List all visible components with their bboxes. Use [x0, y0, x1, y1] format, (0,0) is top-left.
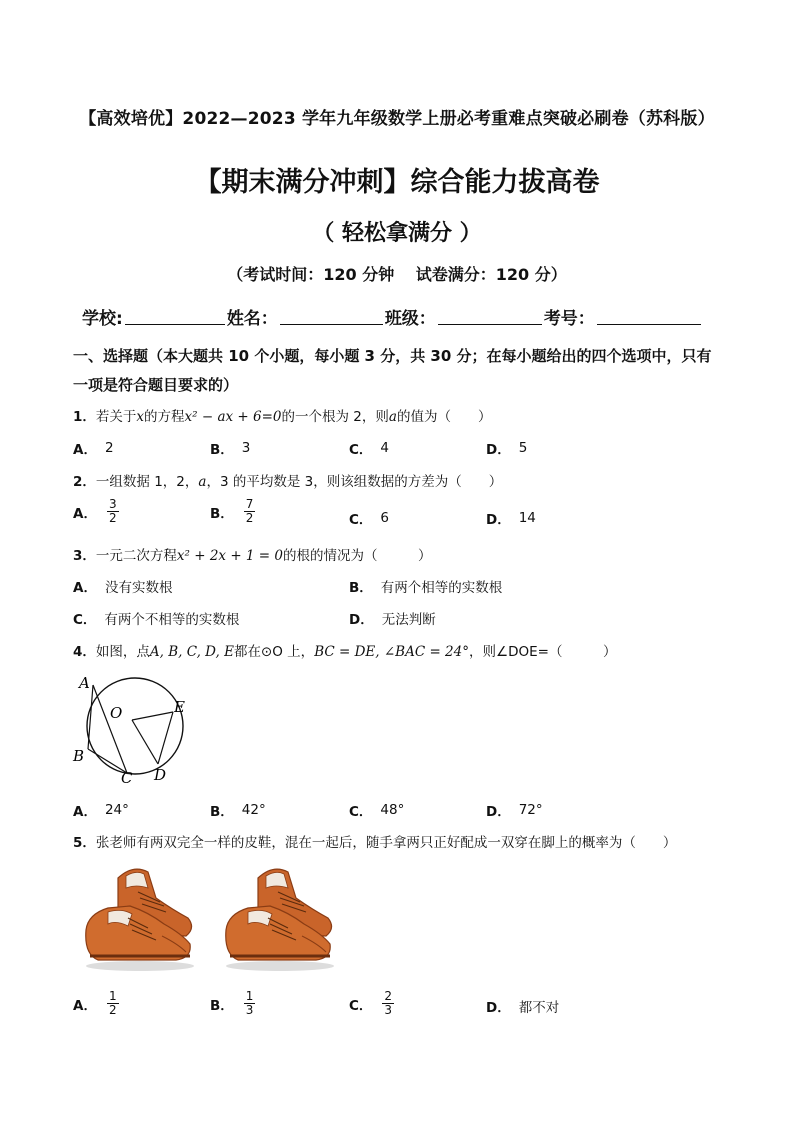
segment-od — [132, 720, 158, 764]
label-b: B — [73, 747, 85, 765]
option-5a[interactable]: A． $\frac{1}{2}$ — [73, 989, 117, 1017]
option-5d[interactable]: D． 都不对 — [486, 1000, 560, 1016]
shoes-pair-2-image — [218, 858, 343, 973]
class-field[interactable] — [385, 304, 544, 329]
option-4a[interactable]: A． 24° — [73, 802, 129, 820]
option-1d[interactable]: D． 5 — [486, 440, 528, 458]
question-2: 2．一组数据 1，2，a，3 的平均数是 3，则该组数据的方差为（ ） — [73, 474, 503, 490]
equation: x² − ax + 6=0 — [184, 409, 282, 425]
section-heading: 一、选择题（本大题共 10 个小题，每小题 3 分，共 30 分；在每小题给出的四个选项中，只有一项是符合题目要求的） — [73, 347, 712, 394]
question-number: 1． — [73, 409, 96, 425]
option-3c[interactable]: C． 有两个不相等的实数根 — [73, 612, 240, 628]
class-blank[interactable] — [438, 323, 542, 325]
option-2c[interactable]: C． 6 — [349, 510, 390, 528]
option-2d[interactable]: D． 14 — [486, 510, 536, 528]
equation: x² + 2x + 1 = 0 — [176, 548, 283, 564]
question-number: 3． — [73, 548, 96, 564]
option-4b[interactable]: B． 42° — [210, 802, 266, 820]
exam-number-label: 考号： — [543, 309, 595, 329]
student-info-fields — [82, 304, 703, 329]
paper-main-title: 【期末满分冲刺】综合能力拔高卷 — [194, 167, 600, 198]
label-e: E — [174, 698, 185, 716]
option-1b[interactable]: B． 3 — [210, 440, 251, 458]
option-3a[interactable]: A． 没有实数根 — [73, 580, 173, 596]
option-5b[interactable]: B． $\frac{1}{3}$ — [210, 989, 254, 1017]
question-3: 3．一元二次方程x² + 2x + 1 = 0的根的情况为（ ） — [73, 548, 432, 564]
label-a: A — [79, 674, 90, 692]
option-3d[interactable]: D． 无法判断 — [349, 612, 436, 628]
label-d: D — [154, 766, 167, 784]
segment-ab — [88, 685, 93, 749]
exam-number-field[interactable] — [544, 304, 703, 329]
option-4d[interactable]: D． 72° — [486, 802, 543, 820]
question-number: 2． — [73, 474, 96, 490]
fraction: $\frac{1}{2}$ — [108, 989, 117, 1017]
question-1: 1．若关于x的方程x² − ax + 6=0的一个根为 2，则a的值为（ ） — [73, 409, 492, 425]
label-c: C — [121, 769, 133, 786]
name-label: 姓名： — [226, 309, 278, 329]
fraction: $\frac{2}{3}$ — [384, 989, 393, 1017]
shoes-pair-1-image — [78, 858, 203, 973]
question-5: 5．张老师有两双完全一样的皮鞋，混在一起后，随手拿两只正好配成一双穿在脚上的概率为（ ） — [73, 835, 677, 851]
paper-series-title: 【高效培优】2022—2023 学年九年级数学上册必考重难点突破必刷卷（苏科版） — [79, 109, 715, 129]
question-4: 4．如图，点A, B, C, D, E都在⊙O 上，BC = DE, ∠BAC = 24°，则∠DOE=（ ） — [73, 644, 617, 660]
exam-info: （考试时间：120 分钟 试卷满分：120 分） — [227, 265, 567, 284]
question-number: 4． — [73, 644, 96, 660]
option-5c[interactable]: C． $\frac{2}{3}$ — [349, 989, 393, 1017]
option-2a[interactable]: A． $\frac{3}{2}$ — [73, 497, 117, 525]
option-4c[interactable]: C． 48° — [349, 802, 405, 820]
segment-ac — [93, 685, 127, 773]
segment-de — [158, 712, 173, 764]
exam-number-blank[interactable] — [597, 323, 701, 325]
class-label: 班级： — [384, 309, 436, 329]
segment-oe — [132, 712, 173, 720]
school-label: 学校: — [82, 309, 123, 329]
label-o: O — [110, 704, 123, 722]
question-number: 5． — [73, 835, 96, 851]
name-field[interactable] — [227, 304, 385, 329]
option-2b[interactable]: B． $\frac{7}{2}$ — [210, 497, 254, 525]
fraction: $\frac{3}{2}$ — [108, 497, 117, 525]
school-field[interactable] — [82, 304, 227, 329]
option-1a[interactable]: A． 2 — [73, 440, 114, 458]
school-blank[interactable] — [125, 323, 225, 325]
name-blank[interactable] — [280, 323, 383, 325]
option-1c[interactable]: C． 4 — [349, 440, 390, 458]
circle-figure — [70, 668, 200, 786]
condition: BC = DE, ∠BAC = 24° — [314, 644, 469, 660]
fraction: $\frac{7}{2}$ — [245, 497, 254, 525]
option-3b[interactable]: B． 有两个相等的实数根 — [349, 580, 503, 596]
paper-subtitle: （ 轻松拿满分 ） — [312, 221, 482, 246]
fraction: $\frac{1}{3}$ — [245, 989, 254, 1017]
